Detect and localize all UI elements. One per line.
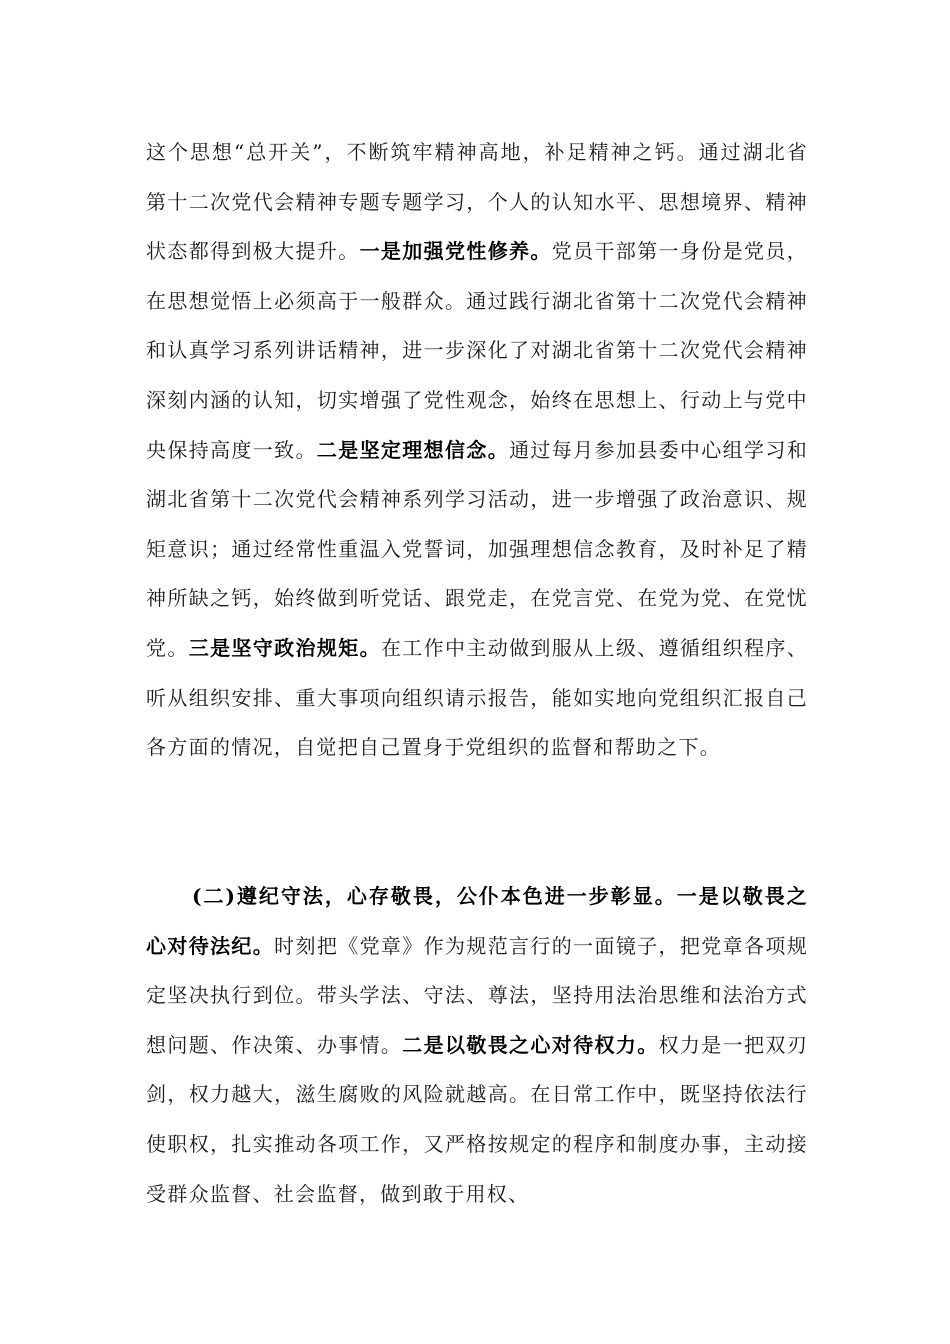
point-heading-political-rules: 三是坚守政治规矩。	[188, 635, 381, 660]
point-heading-firm-ideals: 二是坚定理想信念。	[316, 437, 510, 462]
paragraph-party-spirit	[146, 128, 808, 773]
point-heading-strengthen-party-spirit: 一是加强党性修养。	[359, 239, 552, 264]
paragraph-text: 在工作中主动做到服从上级、遵循组织程序、听从组织安排、重大事项向组织请示报告，能如实地向党组织汇报自己各方面的情况，自觉把自己置身于党组织的监督和帮助之下。	[146, 635, 809, 760]
paragraph-text: 党员干部第一身份是党员，在思想觉悟上必须高于一般群众。通过践行湖北省第十二次党代会精神和认真学习系列讲话精神，进一步深化了对湖北省第十二次党代会精神深刻内涵的认知，切实增强了党性观念，始终在思想上、行动上与党中央保持高度一致。	[146, 239, 808, 462]
paragraph-text: 这个思想“总开关”，不断筑牢精神高地，补足精神之钙。通过湖北省第十二次党代会精神专题专题学习，个人的认知水平、思想境界、精神状态都得到极大提升。	[146, 140, 808, 264]
paragraph-law-and-discipline	[146, 872, 808, 1219]
paragraph-text: 通过每月参加县委中心组学习和湖北省第十二次党代会精神系列学习活动，进一步增强了政治意识、规矩意识；通过经常性重温入党誓词，加强理想信念教育，及时补足了精神所缺之钙，始终做到听党话、跟党走，在党言党、在党为党、在党忧党。	[146, 437, 809, 660]
paragraph-text: 权力是一把双刃剑，权力越大，滋生腐败的风险就越高。在日常工作中，既坚持依法行使职权，扎实推动各项工作，又严格按规定的程序和制度办事，主动接受群众监督、社会监督，做到敢于用权、	[146, 1032, 808, 1206]
paragraph-text: 时刻把《党章》作为规范言行的一面镜子，把党章各项规定坚决执行到位。带头学法、守法、尊法，坚持用法治思维和法治方式想问题、作决策、办事情。	[146, 933, 808, 1057]
point-heading-respect-power: 二是以敬畏之心对待权力。	[402, 1032, 659, 1057]
section-heading-law-and-discipline: (二)遵纪守法，心存敬畏，公仆本色进一步彰显。一是以敬畏之心对待法纪。	[146, 884, 808, 958]
